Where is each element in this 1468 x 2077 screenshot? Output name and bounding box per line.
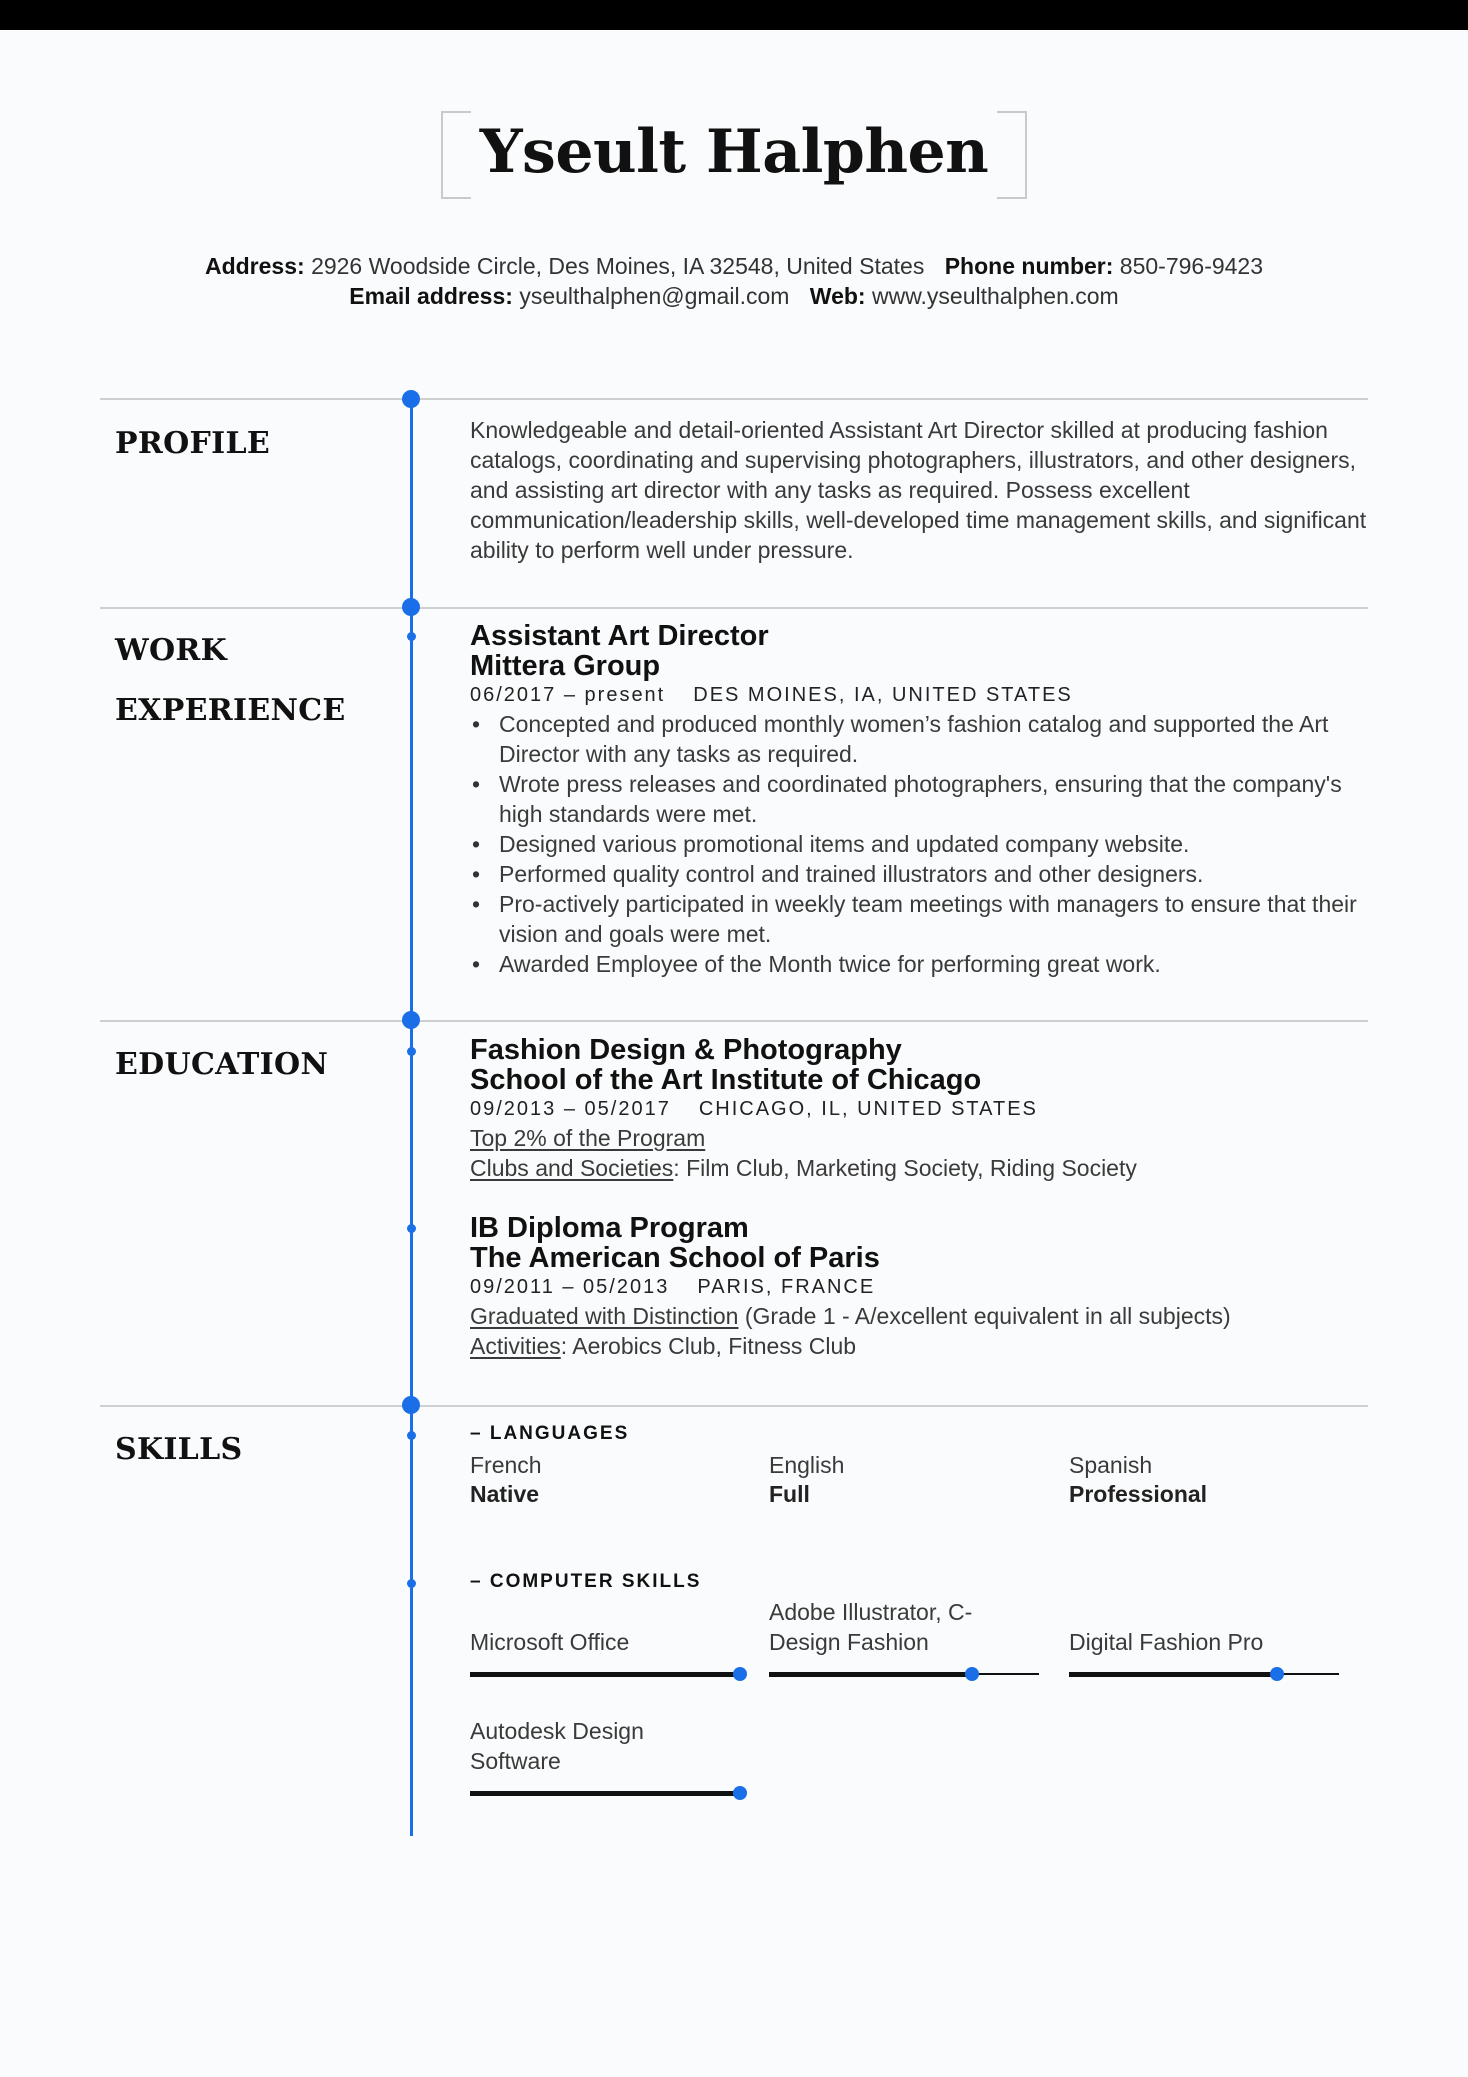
education-line: Activities: Aerobics Club, Fitness Club — [470, 1333, 857, 1359]
language-level: Full — [769, 1481, 810, 1507]
work-heading: WORK EXPERIENCE — [115, 633, 346, 728]
address-value: 2926 Woodside Circle, Des Moines, IA 32548, United States — [311, 253, 925, 279]
education-line: Graduated with Distinction (Grade 1 - A/excellent equivalent in all subjects) — [470, 1303, 1231, 1329]
list-item: • Pro-actively participated in weekly team meetings with managers to ensure that their vision and goals were met. — [470, 889, 1375, 949]
job-company: Mittera Group — [470, 650, 661, 682]
timeline-subdot — [407, 1047, 416, 1056]
timeline-dot — [402, 598, 420, 616]
profile-text: Knowledgeable and detail-oriented Assistant Art Director skilled at producing fashion catalogs, coordinating and supervising photographers, illustrators, and other designers, and assisting art director with any tasks as required. Possess excellent communication/leadership skills, well-developed time management skills, and significant ability to perform well under pressure. — [470, 417, 1367, 563]
web-label: Web: — [809, 283, 866, 309]
degree-title: IB Diploma Program — [470, 1212, 749, 1244]
education-link[interactable]: Graduated with Distinction — [470, 1303, 739, 1329]
language-item — [769, 1451, 844, 1509]
education-meta — [470, 1273, 1375, 1301]
languages-subheading: – LANGUAGES — [470, 1423, 630, 1444]
education-location: CHICAGO, IL, UNITED STATES — [698, 1098, 1038, 1120]
language-item — [470, 1451, 542, 1509]
email-label: Email address: — [349, 283, 513, 309]
language-item — [1069, 1451, 1207, 1509]
candidate-name: Yseult Halphen — [479, 117, 989, 187]
contact-line-1 — [0, 253, 1468, 280]
profile-heading: PROFILE — [115, 426, 271, 461]
skill-level-dot — [733, 1786, 747, 1800]
education-link[interactable]: Activities — [470, 1333, 561, 1359]
education-entry — [470, 1213, 1375, 1361]
list-item: • Performed quality control and trained illustrators and other designers. — [470, 859, 1375, 889]
timeline-subdot — [407, 632, 416, 641]
job-location: DES MOINES, IA, UNITED STATES — [693, 684, 1073, 706]
computer-skills-subheading: – COMPUTER SKILLS — [470, 1571, 702, 1592]
skill-bar-track — [972, 1673, 1039, 1675]
education-line: Clubs and Societies: Film Club, Marketing Society, Riding Society — [470, 1155, 1137, 1181]
skill-bar — [1069, 1672, 1277, 1677]
job-entry — [470, 621, 1375, 979]
skill-level-dot — [965, 1667, 979, 1681]
language-name: French — [470, 1452, 542, 1478]
language-name: Spanish — [1069, 1452, 1153, 1478]
job-dates: 06/2017 – present — [470, 684, 666, 706]
list-item: • Concepted and produced monthly women’s fashion catalog and supported the Art Director with any tasks as required. — [470, 709, 1375, 769]
list-item: • Wrote press releases and coordinated photographers, ensuring that the company's high standards were met. — [470, 769, 1375, 829]
skill-bar — [769, 1672, 972, 1677]
contact-line-2 — [0, 283, 1468, 310]
timeline-dot — [402, 1396, 420, 1414]
timeline-dot — [402, 1011, 420, 1029]
timeline-subdot — [407, 1431, 416, 1440]
skill-name: Autodesk Design Software — [470, 1718, 644, 1774]
web-value[interactable]: www.yseulthalphen.com — [871, 283, 1119, 309]
education-link[interactable]: Top 2% of the Program — [470, 1125, 706, 1151]
section-divider — [100, 607, 1368, 609]
list-item: • Designed various promotional items and updated company website. — [470, 829, 1375, 859]
education-heading: EDUCATION — [115, 1047, 329, 1082]
language-name: English — [769, 1452, 845, 1478]
job-title: Assistant Art Director — [470, 620, 769, 652]
skill-level-dot — [1270, 1667, 1284, 1681]
job-bullets — [470, 709, 1375, 979]
top-bar — [0, 0, 1468, 30]
education-location: PARIS, FRANCE — [697, 1276, 876, 1298]
skill-level-dot — [733, 1667, 747, 1681]
language-level: Professional — [1069, 1481, 1208, 1507]
skill-bar-track — [1277, 1673, 1339, 1675]
skill-bar — [470, 1791, 740, 1796]
skills-heading: SKILLS — [115, 1432, 243, 1467]
skill-bar — [470, 1672, 740, 1677]
degree-title: Fashion Design & Photography — [470, 1034, 902, 1066]
education-dates: 09/2013 – 05/2017 — [470, 1098, 671, 1120]
timeline-dot — [402, 390, 420, 408]
education-entry — [470, 1035, 1375, 1183]
list-item: • Awarded Employee of the Month twice for performing great work. — [470, 949, 1375, 979]
language-level: Native — [470, 1481, 540, 1507]
education-link[interactable]: Clubs and Societies — [470, 1155, 674, 1181]
education-meta — [470, 1095, 1375, 1123]
timeline-subdot — [407, 1224, 416, 1233]
school-name: The American School of Paris — [470, 1242, 880, 1274]
skill-name: Microsoft Office — [470, 1629, 630, 1655]
section-divider — [100, 1405, 1368, 1407]
skill-name: Digital Fashion Pro — [1069, 1629, 1264, 1655]
job-meta — [470, 681, 1375, 709]
education-dates: 09/2011 – 05/2013 — [470, 1276, 670, 1298]
phone-value: 850-796-9423 — [1119, 253, 1264, 279]
section-divider — [100, 1020, 1368, 1022]
skill-name: Adobe Illustrator, C-Design Fashion — [769, 1599, 973, 1655]
address-label: Address: — [204, 253, 305, 279]
school-name: School of the Art Institute of Chicago — [470, 1064, 982, 1096]
phone-label: Phone number: — [944, 253, 1114, 279]
email-value[interactable]: yseulthalphen@gmail.com — [519, 283, 790, 309]
timeline-subdot — [407, 1579, 416, 1588]
section-divider — [100, 398, 1368, 400]
education-line — [470, 1123, 1375, 1153]
